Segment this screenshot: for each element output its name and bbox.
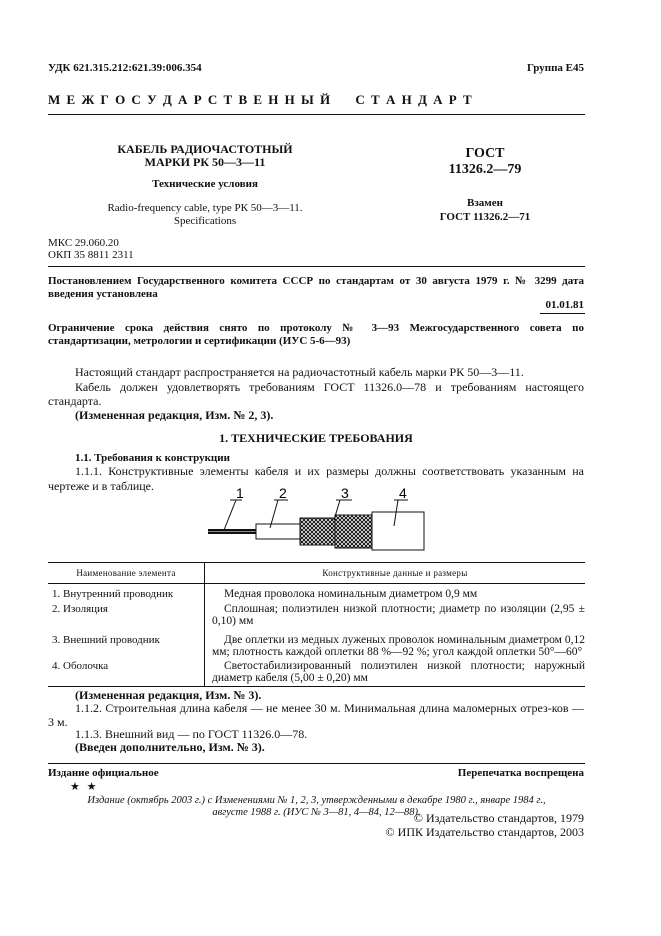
figure-label-4: 4 <box>399 488 407 501</box>
replaces-block <box>410 196 560 224</box>
table-row-2-name: 2. Изоляция <box>52 603 108 615</box>
reprint-prohibited: Перепечатка воспрещена <box>457 767 584 779</box>
footer-rule <box>48 763 585 764</box>
top-rule <box>48 114 585 115</box>
outer-braid-2-shape <box>335 515 373 548</box>
english-title-line-1: Radio-frequency cable, type РК 50—3—11. <box>107 202 303 214</box>
edition-info-line-1: Издание (октябрь 2003 г.) с Изменениями № 1, 2, 3, утвержденными в декабре 1980 г., январе 1984 г., <box>87 795 546 806</box>
sheath-shape <box>372 512 424 550</box>
rule-after-codes <box>48 266 585 267</box>
paragraph-1-1-3: 1.1.3. Внешний вид — по ГОСТ 11326.0—78. <box>75 727 308 741</box>
table-header-element: Наименование элемента <box>48 563 205 583</box>
table-row-1-value: Медная проволока номинальным диаметром 0,9 мм <box>224 588 478 600</box>
table-header <box>48 562 585 584</box>
english-title <box>60 202 350 228</box>
copyright-2003: © ИПК Издательство стандартов, 2003 <box>385 825 584 839</box>
subsection-1-1: 1.1. Требования к конструкции <box>75 452 230 464</box>
okp-code: ОКП 35 8811 2311 <box>48 249 134 261</box>
stars-icon: ★ ★ <box>70 781 99 793</box>
limitation-note: Ограничение срока действия снято по протоколу № 3—93 Межгосударственного совета по стандартизации, метрологии и сертификации (ИУС 5-6—93) <box>48 322 584 347</box>
title-block <box>60 143 350 169</box>
paragraph-1-1-1: 1.1.1. Конструктивные элементы кабеля и их размеры должны соответствовать указанным на чертеже и в таблице. <box>48 464 584 493</box>
gost-number: 11326.2—79 <box>448 162 522 177</box>
section-1-title: 1. ТЕХНИЧЕСКИЕ ТРЕБОВАНИЯ <box>219 431 413 445</box>
mks-code: МКС 29.060.20 <box>48 237 119 249</box>
edit-note-1: (Измененная редакция, Изм. № 2, 3). <box>75 408 274 422</box>
table-header-data: Конструктивные данные и размеры <box>322 568 468 578</box>
construction-table <box>48 562 585 687</box>
copyright-1979: © Издательство стандартов, 1979 <box>413 811 584 825</box>
table-row-3-name: 3. Внешний проводник <box>52 634 160 646</box>
figure-label-1: 1 <box>236 488 244 501</box>
copyright-block <box>386 811 584 839</box>
introduction-date: 01.01.81 <box>545 299 584 311</box>
interstate-standard-banner: М Е Ж Г О С У Д А Р С Т В Е Н Н Ы Й С Т А Н Д А Р Т <box>48 92 474 107</box>
figure-label-2: 2 <box>279 488 287 501</box>
table-row-2-value: Сплошная; полиэтилен низкой плотности; диаметр по изоляции (2,95 ± 0,10) мм <box>212 603 585 627</box>
replaces-standard: ГОСТ 11326.2—71 <box>439 211 531 223</box>
replaces-label: Взамен <box>467 197 503 209</box>
table-row-4-value: Светостабилизированный полиэтилен низкой плотности; наружный диаметр кабеля (5,00 ± 0,20) мм <box>212 660 585 684</box>
table-row-4-name: 4. Оболочка <box>52 660 109 672</box>
gost-block <box>410 146 560 178</box>
insulation-shape <box>256 524 304 539</box>
title-line-1: КАБЕЛЬ РАДИОЧАСТОТНЫЙ <box>117 142 293 156</box>
decree-text: Постановлением Государственного комитета СССР по стандартам от 30 августа 1979 г. № 3299 дата введения установлена <box>48 275 584 300</box>
cable-cross-section-drawing <box>200 488 440 558</box>
table-body <box>48 584 585 686</box>
classification-codes <box>48 237 134 261</box>
added-note: (Введен дополнительно, Изм. № 3). <box>75 740 265 754</box>
outer-braid-1-shape <box>300 518 338 545</box>
edition-info-line-2: августе 1988 г. (ИУС № 3—81, 4—84, 12—88). <box>212 807 421 818</box>
intro-paragraph-2: Кабель должен удовлетворять требованиям ГОСТ 11326.0—78 и требованиям настоящего стандарта. <box>48 380 584 408</box>
official-edition: Издание официальное <box>48 767 159 779</box>
paragraph-1-1-2: 1.1.2. Строительная длина кабеля — не менее 30 м. Минимальная длина маломерных отрез-ков — 3 м. <box>48 701 584 729</box>
udk-code: УДК 621.315.212:621.39:006.354 <box>48 62 202 74</box>
intro-paragraph-1: Настоящий стандарт распространяется на радиочастотный кабель марки РК 50—3—11. <box>75 365 524 379</box>
english-title-line-2: Specifications <box>173 215 237 227</box>
figure-label-3: 3 <box>341 488 349 501</box>
date-underline <box>540 313 585 314</box>
title-line-2: МАРКИ РК 50—3—11 <box>144 155 266 169</box>
group-code: Группа Е45 <box>526 62 584 74</box>
table-row-3-value: Две оплетки из медных луженых проволок номинальным диаметром 0,12 мм; плотность каждой оплетки 88 %—92 %; угол каждой оплетки 50°—60° <box>212 634 585 658</box>
table-bottom-rule <box>48 686 585 687</box>
gost-label: ГОСТ <box>465 146 505 161</box>
table-row-1-name: 1. Внутренний проводник <box>52 588 174 600</box>
edit-note-2: (Измененная редакция, Изм. № 3). <box>75 688 262 702</box>
technical-conditions: Технические условия <box>152 178 258 190</box>
